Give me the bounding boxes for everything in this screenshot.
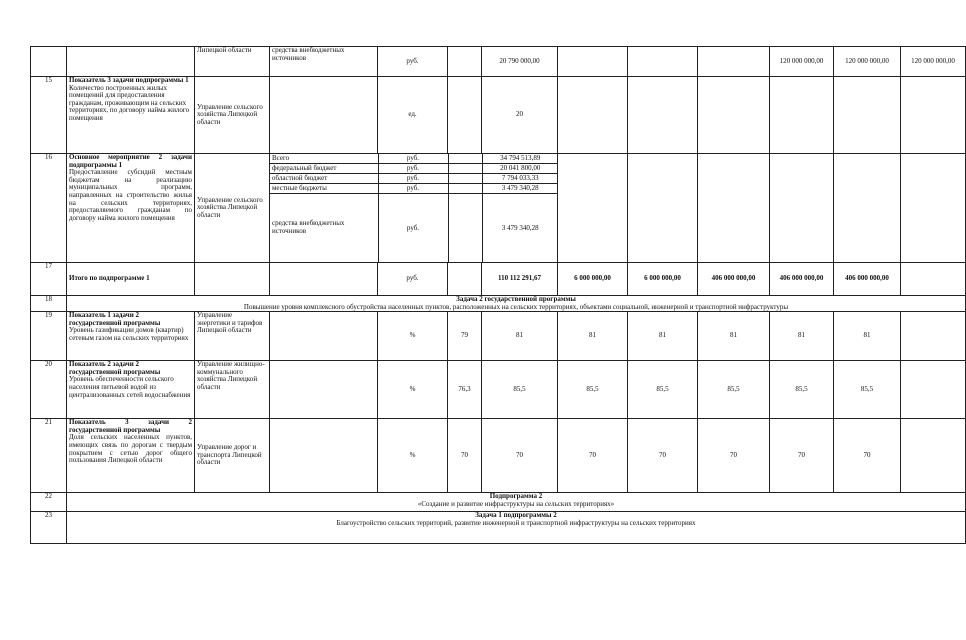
section-text: «Создание и развитие инфраструктуры на сельских территориях» (417, 499, 615, 508)
row-number: 15 (31, 77, 67, 154)
table-row (31, 312, 966, 361)
row-number: 23 (31, 512, 67, 544)
section-heading (67, 512, 966, 544)
indicator-title: Показатель 3 задачи подпрограммы 1 (69, 76, 189, 84)
row-number: 19 (31, 312, 67, 361)
section-text: Благоустройство сельских территорий, развитие инженерной и транспортной инфраструктуры на сельских территориях (336, 518, 696, 527)
indicator-text: Уровень газификации домов (квартир) сетевым газом на сельских территориях (69, 326, 189, 342)
table-row (31, 296, 966, 312)
section-title: Задача 1 подпрограммы 2 (475, 511, 557, 520)
indicator-cell (67, 154, 195, 263)
table-row (31, 493, 966, 512)
value-cell: 70 (448, 419, 482, 493)
source-name: областной бюджет (270, 174, 378, 184)
funding-row (270, 164, 558, 174)
value-cell: 81 (770, 312, 834, 361)
table-row (31, 361, 966, 419)
value-cell: 81 (482, 312, 558, 361)
indicator-cell (67, 77, 195, 154)
row-number: 22 (31, 493, 67, 512)
funding-row (270, 194, 558, 263)
value-cell: 81 (834, 312, 901, 361)
row-number: 18 (31, 296, 67, 312)
value-cell: 406 000 000,00 (770, 263, 834, 296)
value-cell: 120 000 000,00 (834, 47, 901, 77)
indicator-title: Основное мероприятие 2 задачи подпрограммы 1 (69, 153, 192, 169)
row-number: 17 (31, 263, 67, 296)
section-text: Повышение уровня комплексного обустройства населенных пунктов, расположенных на сельских территориях, объектами социальной, инженерной и транспортной инфраструктуры (243, 302, 789, 311)
indicator-title: Показатель 1 задачи 2 государственной программы (69, 311, 161, 327)
value-cell: 70 (482, 419, 558, 493)
value-cell: 70 (834, 419, 901, 493)
table-row (31, 512, 966, 544)
value-cell: 85,5 (482, 361, 558, 419)
total-label: Итого по подпрограмме 1 (67, 263, 195, 296)
total-cell: 3 479 340,28 (501, 223, 539, 232)
indicator-cell (67, 361, 195, 419)
value-cell: 70 (698, 419, 770, 493)
funding-table (270, 154, 558, 262)
source-name: Всего (270, 154, 378, 164)
section-title: Задача 2 государственной программы (456, 295, 576, 303)
value-cell: 81 (698, 312, 770, 361)
unit-cell: руб. (378, 47, 448, 77)
executor-cell: Липецкой области (195, 47, 270, 77)
value-cell: 70 (628, 419, 698, 493)
row-number: 21 (31, 419, 67, 493)
executor-cell: Управление энергетики и тарифов Липецкой области (195, 312, 270, 361)
unit-cell: % (378, 361, 448, 419)
indicator-title: Показатель 3 задачи 2 государственной программы (69, 418, 192, 434)
value-cell: 120 000 000,00 (901, 47, 966, 77)
total-cell: 20 790 000,00 (482, 47, 558, 77)
funding-row (270, 184, 558, 194)
value-cell: 85,5 (834, 361, 901, 419)
value-cell: 70 (558, 419, 628, 493)
value-cell: 85,5 (558, 361, 628, 419)
row-number: 20 (31, 361, 67, 419)
unit-cell: руб. (378, 174, 448, 184)
funding-row (270, 154, 558, 164)
indicator-text: Количество построенных жилых помещений для предоставления гражданам, проживающим на сельских территориях, по договору найма жилого помещения (69, 83, 190, 122)
row-number: 16 (31, 154, 67, 263)
value-cell: 85,5 (770, 361, 834, 419)
table-row (31, 77, 966, 154)
source-name: средства внебюджетных источников (270, 194, 378, 263)
value-cell: 70 (770, 419, 834, 493)
value-cell: 79 (448, 312, 482, 361)
executor-cell: Управление сельского хозяйства Липецкой области (195, 77, 270, 154)
table-row (31, 154, 966, 263)
funding-row (270, 174, 558, 184)
program-table (30, 46, 966, 544)
source-name: федеральный бюджет (270, 164, 378, 174)
unit-cell: % (378, 312, 448, 361)
executor-cell: Управление сельского хозяйства Липецкой области (195, 154, 270, 263)
table-row (31, 419, 966, 493)
unit-cell: % (378, 419, 448, 493)
indicator-title: Показатель 2 задачи 2 государственной программы (69, 360, 161, 376)
value-cell: 85,5 (628, 361, 698, 419)
total-cell: 20 (482, 77, 558, 154)
source-cell: средства внебюджетных источников (270, 47, 378, 77)
total-cell: 34 794 513,89 (482, 154, 558, 164)
unit-cell: руб. (378, 263, 448, 296)
table-row (31, 263, 966, 296)
section-heading (67, 296, 966, 312)
value-cell: 76,3 (448, 361, 482, 419)
section-heading (67, 493, 966, 512)
indicator-text: Предоставление субсидий местным бюджетам на реализацию муниципальных программ, направленных на строительство жилья на сельских территориях, предоставляемого гражданам по договору найма жилого помещения (69, 168, 192, 222)
total-cell: 110 112 291,67 (482, 263, 558, 296)
total-cell: 7 794 033,33 (482, 174, 558, 184)
executor-cell: Управление жилищно-коммунального хозяйства Липецкой области (195, 361, 270, 419)
value-cell: 6 000 000,00 (628, 263, 698, 296)
value-cell: 81 (628, 312, 698, 361)
unit-cell: руб. (378, 184, 448, 194)
value-cell: 406 000 000,00 (698, 263, 770, 296)
value-cell: 81 (558, 312, 628, 361)
total-cell: 3 479 340,28 (482, 184, 558, 194)
source-name: местные бюджеты (270, 184, 378, 194)
unit-cell: руб. (378, 154, 448, 164)
section-title: Подпрограмма 2 (489, 492, 543, 501)
unit-cell: руб. (378, 164, 448, 174)
funding-sources (270, 154, 558, 263)
unit-cell: руб. (378, 194, 448, 263)
table-row (31, 47, 966, 77)
indicator-text: Доля сельских населенных пунктов, имеющих связь по дорогам с твердым покрытием с сетью дорог общего пользования Липецкой области (69, 433, 192, 465)
value-cell: 406 000 000,00 (834, 263, 901, 296)
value-cell: 6 000 000,00 (558, 263, 628, 296)
executor-cell: Управление дорог и транспорта Липецкой области (195, 419, 270, 493)
value-cell: 120 000 000,00 (770, 47, 834, 77)
value-cell: 85,5 (698, 361, 770, 419)
unit-cell: ед. (378, 77, 448, 154)
indicator-cell (67, 419, 195, 493)
indicator-cell (67, 312, 195, 361)
indicator-text: Уровень обеспеченности сельского населения питьевой водой из централизованных сетей водоснабжения (69, 375, 191, 399)
total-cell: 20 041 800,00 (482, 164, 558, 174)
